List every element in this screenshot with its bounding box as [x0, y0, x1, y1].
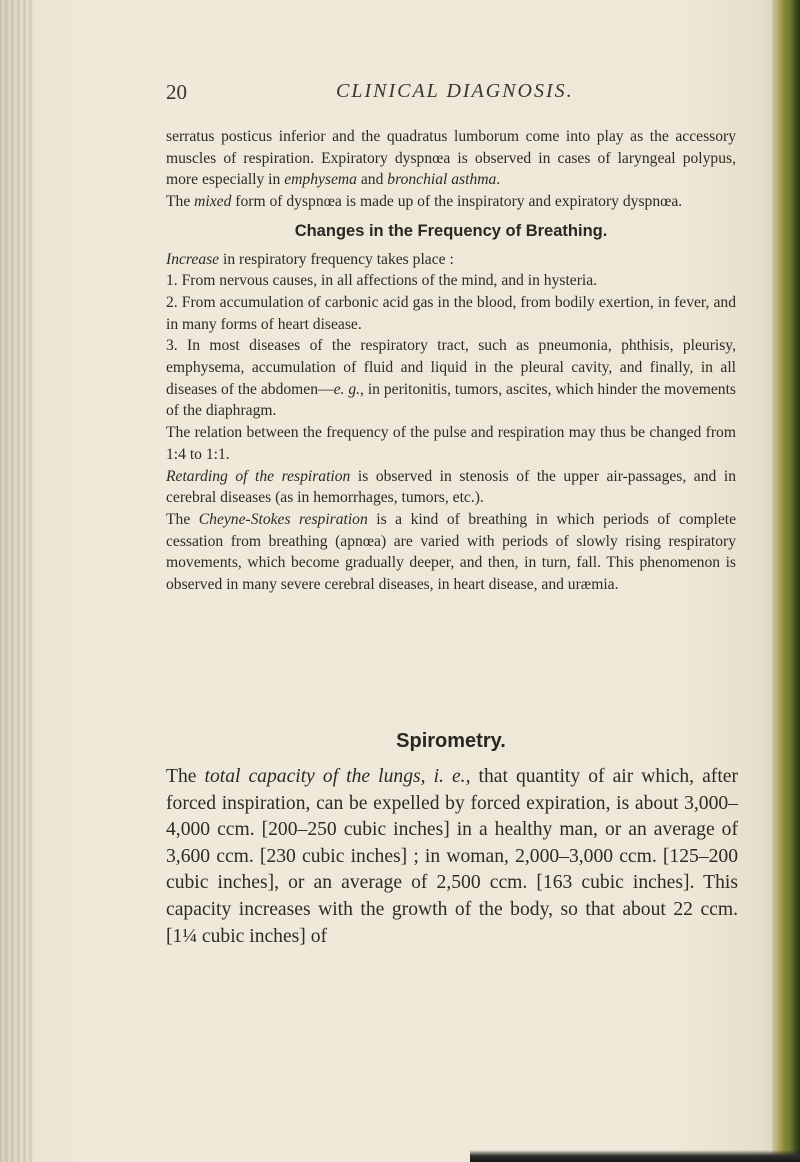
body-text [166, 126, 736, 596]
running-title: CLINICAL DIAGNOSIS. [336, 80, 574, 102]
page-edge-bottom [470, 1150, 800, 1162]
body-text-large [166, 764, 738, 950]
paragraph: The total capacity of the lungs, i. e., that quantity of air which, after forced inspiration, can be expelled by forced expiration, is about 3,000–4,000 ccm. [200–250 cubic inches] in a healthy man, or an average of 3,600 ccm. [230 cubic inches] ; in woman, 2,000–3,000 ccm. [125–200 cubic inches], or an average of 2,500 ccm. [163 cubic inches]. This capacity increases with the growth of the body, so that about 22 ccm. [1¼ cubic inches] of [166, 766, 738, 947]
binding-edge-left [0, 0, 34, 1162]
list-item: 1. From nervous causes, in all affections of the mind, and in hysteria. [166, 272, 598, 290]
paragraph: serratus posticus inferior and the quadratus lumborum come into play as the accessory muscles of respiration. Expiratory dyspnœa is observed in cases of laryngeal polypus, more especially in emphysema and bronchial asthma. [166, 128, 736, 189]
page-number: 20 [166, 80, 187, 104]
paragraph: The relation between the frequency of the pulse and respiration may thus be changed from 1:4 to 1:1. [166, 424, 736, 463]
section-heading: Spirometry. [396, 730, 506, 752]
paragraph: Increase in respiratory frequency takes place : [166, 250, 454, 268]
page-edge-right [772, 0, 800, 1162]
paragraph: The Cheyne-Stokes respiration is a kind of breathing in which periods of complete cessation from breathing (apnœa) are varied with periods of slowly rising respiratory movements, which become gradually deeper, and then, in turn, fall. This phenomenon is observed in many severe cerebral diseases, in heart disease, and uræmia. [166, 510, 736, 594]
section-heading: Changes in the Frequency of Breathing. [294, 221, 608, 240]
list-item: 2. From accumulation of carbonic acid gas in the blood, from bodily exertion, in fever, and in many forms of heart disease. [166, 293, 736, 333]
running-header [166, 80, 732, 110]
paragraph: Retarding of the respiration is observed in stenosis of the upper air-passages, and in cerebral diseases (as in hemorrhages, tumors, etc.). [166, 467, 736, 507]
list-item: 3. In most diseases of the respiratory tract, such as pneumonia, phthisis, pleurisy, emphysema, accumulation of fluid and liquid in the pleural cavity, and finally, in all diseases of the abdomen—e. g., in peritonitis, tumors, ascites, which hinder the movements of the diaphragm. [166, 337, 736, 420]
paragraph: The mixed form of dyspnœa is made up of the inspiratory and expiratory dyspnœa. [166, 193, 683, 211]
